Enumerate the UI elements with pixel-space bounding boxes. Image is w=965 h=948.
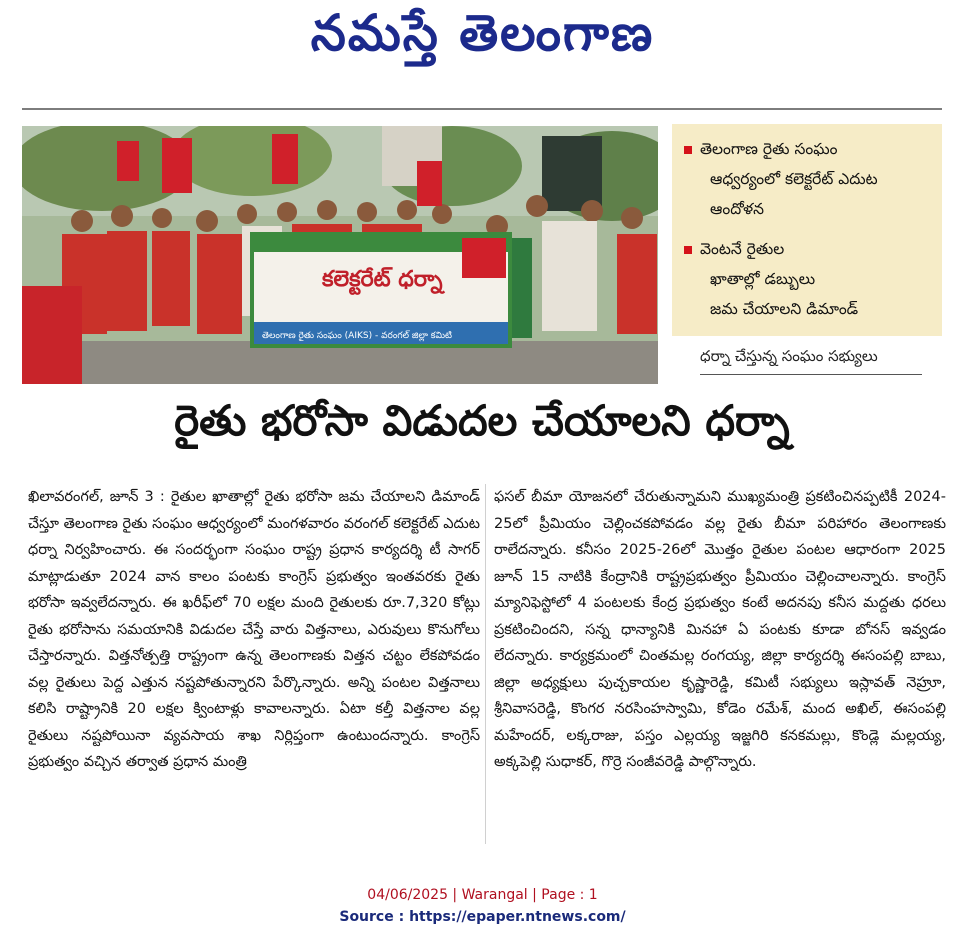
caption-underline xyxy=(700,374,922,375)
newspaper-masthead xyxy=(0,4,965,75)
column-divider xyxy=(485,484,486,844)
highlight-line: జమ చేయాలని డిమాండ్ xyxy=(710,300,859,318)
article-headline xyxy=(22,396,942,456)
highlight-line: ఖాతాల్లో డబ్బులు xyxy=(710,270,816,288)
highlight-line: ఆందోళన xyxy=(710,200,765,218)
banner-text: కలెక్టరేట్ ధర్నా xyxy=(322,267,443,292)
masthead-title: నమస్తే తెలంగాణ xyxy=(310,4,655,62)
bullet-square-icon xyxy=(684,246,692,254)
banner-subtext: తెలంగాణ రైతు సంఘం (AIKS) - వరంగల్ జిల్లా కమిటి xyxy=(262,331,452,341)
highlight-line: తెలంగాణ రైతు సంఘం xyxy=(700,140,838,158)
bullet-square-icon xyxy=(684,146,692,154)
article-column-right: ఫసల్ బీమా యోజనలో చేరుతున్నామని ముఖ్యమంత్రి ప్రకటించినప్పటికీ 2024-25లో ప్రీమియం చెల్లించకపోవడం వల్ల రైతు బీమా పరిహారం తెలంగాణకు రాలేదన్నారు. కనీసం 2025-26లో మొత్తం రైతుల పంటల ఆధారంగా 2025 జూన్ 15 నాటికి కేంద్రానికి రాష్ట్రప్రభుత్వం ప్రీమియం చెల్లించాలన్నారు. కాంగ్రెస్ మ్యానిఫెస్టోలో 4 పంటలకు కేంద్ర ప్రభుత్వం కంటే అదనపు కనీస మద్దతు ధరలు ప్రకటించిందని, సన్న ధాన్యానికి మినహా ఏ పంటకు కూడా బోనస్ ఇవ్వడం లేదన్నారు. కార్యక్రమంలో చింతమల్ల రంగయ్య, జిల్లా కార్యదర్శి ఈసంపల్లి బాబు, జిల్లా అధ్యక్షులు పుచ్చకాయల కృష్ణారెడ్డి, కమిటీ సభ్యులు ఇస్లావత్ నెహ్రూ, శ్రీనివాసరెడ్డి, కొంగర నరసింహస్వామి, కోడెం రమేశ్, మంద అఖిల్, ఈసంపల్లి మహేందర్, లక్కరాజు, పస్తం ఎల్లయ్య ఇజ్జగిరి కనకమల్లు, కొండ్లె మల్లయ్య, అక్కపెల్లి సుధాకర్, గొర్రె సంజీవరెడ్డి పాల్గొన్నారు. xyxy=(494,489,946,770)
footer-edition-info: 04/06/2025 | Warangal | Page : 1 xyxy=(367,887,598,903)
photo-caption: ధర్నా చేస్తున్న సంఘం సభ్యులు xyxy=(700,347,878,365)
highlights-box xyxy=(672,124,942,336)
highlight-item-1 xyxy=(684,134,936,224)
highlight-line: వెంటనే రైతుల xyxy=(700,240,785,258)
article-column-left: ఖిలావరంగల్, జూన్ 3 : రైతుల ఖాతాల్లో రైతు భరోసా జమ చేయాలని డిమాండ్ చేస్తూ తెలంగాణ రైతు సంఘం ఆధ్వర్యంలో మంగళవారం వరంగల్ కలెక్టరేట్ ఎదుట ధర్నా నిర్వహించారు. ఈ సందర్భంగా సంఘం రాష్ట్ర ప్రధాన కార్యదర్శి టీ సాగర్ మాట్లాడుతూ 2024 వాన కాలం పంటకు కాంగ్రెస్ ప్రభుత్వం ఇంతవరకు రైతు భరోసా ఇవ్వలేదన్నారు. ఈ ఖరీఫ్‌లో 70 లక్షల మంది రైతులకు రూ.7,320 కోట్లు రైతు భరోసాను సమయానికి విడుదల చేస్తే వారు విత్తనాలు, ఎరువులు కొనుగోలు చేస్తారన్నారు. విత్తనోత్పత్తి రాష్ట్రంగా ఉన్న తెలంగాణకు విత్తన చట్టం లేకపోవడం వల్ల రైతులు పెద్ద ఎత్తున నష్టపోతున్నారని పేర్కొన్నారు. అన్ని పంటల విత్తనాలు కలిసి రాష్ట్రానికి 20 లక్షల క్వింటాళ్లు కావాలన్నారు. ఏటా కల్తీ విత్తనాల వల్ల రైతులు నష్టపోయినా వ్యవసాయ శాఖ నిర్లిప్తంగా ఉంటుందన్నారు. కాంగ్రెస్ ప్రభుత్వం వచ్చిన తర్వాత ప్రధాన మంత్రి xyxy=(28,489,480,770)
masthead-divider xyxy=(22,108,942,110)
headline-text: రైతు భరోసా విడుదల చేయాలని ధర్నా xyxy=(174,396,790,445)
highlight-line: ఆధ్వర్యంలో కలెక్టరేట్ ఎదుట xyxy=(710,170,878,188)
highlight-item-2 xyxy=(684,234,936,324)
footer-source: Source : https://epaper.ntnews.com/ xyxy=(339,909,626,925)
news-photo xyxy=(22,126,658,384)
